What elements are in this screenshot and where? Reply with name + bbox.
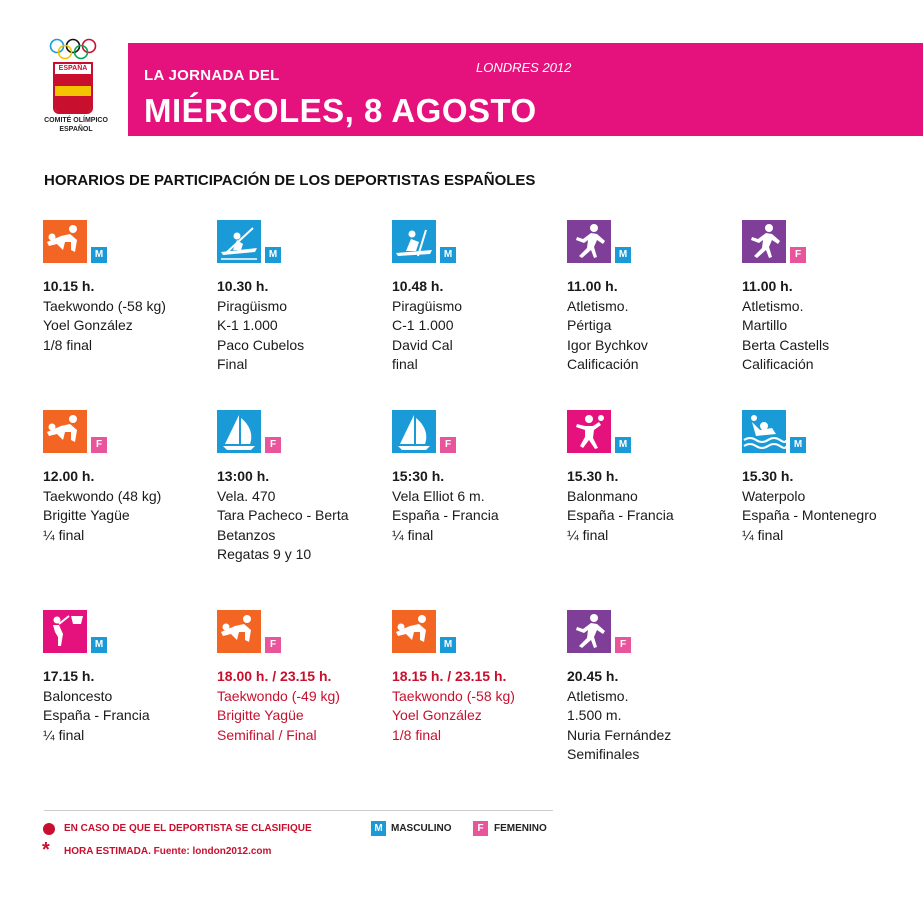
event-line: ¼ final [392, 526, 434, 543]
event-line: 1.500 m. [567, 707, 622, 723]
legend-divider [44, 810, 553, 811]
event-time: 18.00 h. / 23.15 h. [217, 668, 332, 684]
event-line: Berta Castells [742, 336, 830, 353]
event-line: ¼ final [43, 726, 85, 743]
banner-pre-title: LA JORNADA DEL [144, 67, 280, 84]
event-line: ¼ final [567, 526, 609, 543]
event-time: 11.00 h. [567, 278, 618, 294]
event-time: 17.15 h. [43, 668, 95, 684]
gender-badge: M [265, 247, 281, 263]
event-details [392, 667, 515, 745]
gender-badge: F [615, 637, 631, 653]
event-line: Tara Pacheco - Berta [217, 507, 349, 523]
event-line: David Cal [392, 336, 453, 353]
athletics-icon [567, 610, 611, 653]
athletics-icon [567, 220, 611, 263]
event-line: Calificación [567, 356, 639, 372]
waterpolo-icon [742, 410, 786, 453]
event-line: ¼ final [742, 526, 784, 543]
event-line: Atletismo. [742, 297, 804, 314]
header-banner [128, 43, 923, 136]
event-details [742, 277, 829, 375]
event-details [392, 467, 499, 545]
event-line: Atletismo. [567, 687, 629, 704]
event-line: España - Montenegro [742, 507, 877, 523]
event-line: C-1 1.000 [392, 317, 454, 333]
event-details [742, 467, 877, 545]
athletics-icon [742, 220, 786, 263]
taekwondo-icon [217, 610, 261, 653]
gender-badge: F [91, 437, 107, 453]
legend-estimate-text: HORA ESTIMADA. Fuente: london2012.com [64, 846, 272, 857]
logo-country: ESPAÑA [55, 64, 91, 74]
event-line: Baloncesto [43, 687, 113, 704]
event-line: Atletismo. [567, 297, 629, 314]
event-details [43, 277, 166, 355]
asterisk-icon: * [42, 839, 50, 861]
event-line: Waterpolo [742, 487, 806, 504]
event-line: Piragüismo [217, 297, 288, 314]
event-details [43, 467, 161, 545]
canoe-slalom-icon [217, 220, 261, 263]
event-time: 13:00 h. [217, 468, 270, 484]
event-line: Nuria Fernández [567, 726, 672, 743]
event-line: Taekwondo (-49 kg) [217, 687, 340, 704]
gender-badge: M [615, 247, 631, 263]
event-line: España - Francia [392, 507, 499, 523]
banner-city: LONDRES 2012 [476, 60, 572, 75]
canoe-sprint-icon [392, 220, 436, 263]
event-line: Vela. 470 [217, 487, 276, 504]
legend-fem-text: FEMENINO [494, 823, 547, 834]
gender-badge: M [440, 247, 456, 263]
gender-badge: F [265, 437, 281, 453]
event-line: Pértiga [567, 317, 612, 333]
taekwondo-icon [43, 220, 87, 263]
event-line: ¼ final [43, 526, 85, 543]
olympic-rings-icon [48, 38, 98, 60]
event-time: 15.30 h. [742, 468, 794, 484]
event-details [217, 277, 304, 375]
event-details [567, 667, 671, 765]
gender-badge: M [91, 247, 107, 263]
event-time: 20.45 h. [567, 668, 619, 684]
event-details [217, 467, 349, 565]
event-line: Betanzos [217, 526, 276, 543]
section-heading: HORARIOS DE PARTICIPACIÓN DE LOS DEPORTISTAS ESPAÑOLES [44, 172, 536, 189]
event-line: Calificación [742, 356, 814, 372]
event-line: Paco Cubelos [217, 336, 305, 353]
gender-badge: M [91, 637, 107, 653]
event-line: Semifinal / Final [217, 726, 317, 743]
event-details [567, 277, 648, 375]
event-details [392, 277, 462, 375]
event-line: Taekwondo (-58 kg) [43, 297, 166, 314]
event-time: 10.48 h. [392, 278, 444, 294]
legend-fem-badge: F [473, 821, 488, 836]
taekwondo-icon [43, 410, 87, 453]
event-line: 1/8 final [392, 726, 442, 743]
basketball-icon [43, 610, 87, 653]
legend-masc-text: MASCULINO [391, 823, 452, 834]
event-details [43, 667, 150, 745]
event-line: Final [217, 356, 248, 372]
sailing-icon [392, 410, 436, 453]
sailing-icon [217, 410, 261, 453]
spain-shield [53, 62, 93, 114]
event-line: Yoel González [43, 317, 133, 333]
gender-badge: M [790, 437, 806, 453]
logo-org-name: COMITÉ OLÍMPICO ESPAÑOL [44, 117, 108, 133]
legend-masc-badge: M [371, 821, 386, 836]
event-line: 1/8 final [43, 336, 93, 353]
event-line: Brigitte Yagüe [43, 507, 130, 523]
event-line: Brigitte Yagüe [217, 707, 304, 723]
gender-badge: M [440, 637, 456, 653]
event-time: 11.00 h. [742, 278, 793, 294]
gender-badge: F [440, 437, 456, 453]
taekwondo-icon [392, 610, 436, 653]
handball-icon [567, 410, 611, 453]
gender-badge: F [790, 247, 806, 263]
event-time: 15:30 h. [392, 468, 445, 484]
event-line: Vela Elliot 6 m. [392, 487, 485, 504]
event-line: final [392, 356, 418, 372]
event-line: Igor Bychkov [567, 336, 648, 353]
legend-classify-text: EN CASO DE QUE EL DEPORTISTA SE CLASIFIQUE [64, 823, 312, 834]
red-dot-icon [43, 823, 55, 835]
event-details [567, 467, 674, 545]
event-time: 18.15 h. / 23.15 h. [392, 668, 507, 684]
event-line: Taekwondo (-58 kg) [392, 687, 515, 704]
event-line: Balonmano [567, 487, 638, 504]
event-line: Yoel González [392, 707, 482, 723]
event-line: Semifinales [567, 746, 640, 762]
event-line: Taekwondo (48 kg) [43, 487, 162, 504]
event-line: Martillo [742, 317, 788, 333]
gender-badge: F [265, 637, 281, 653]
gender-badge: M [615, 437, 631, 453]
event-time: 15.30 h. [567, 468, 619, 484]
event-time: 10.15 h. [43, 278, 95, 294]
coe-logo [44, 38, 108, 138]
event-line: Piragüismo [392, 297, 463, 314]
event-time: 12.00 h. [43, 468, 95, 484]
event-line: España - Francia [43, 707, 150, 723]
event-line: K-1 1.000 [217, 317, 278, 333]
event-line: Regatas 9 y 10 [217, 546, 312, 562]
event-details [217, 667, 340, 745]
event-time: 10.30 h. [217, 278, 269, 294]
event-line: España - Francia [567, 507, 674, 523]
banner-date-title: MIÉRCOLES, 8 AGOSTO [144, 92, 537, 129]
